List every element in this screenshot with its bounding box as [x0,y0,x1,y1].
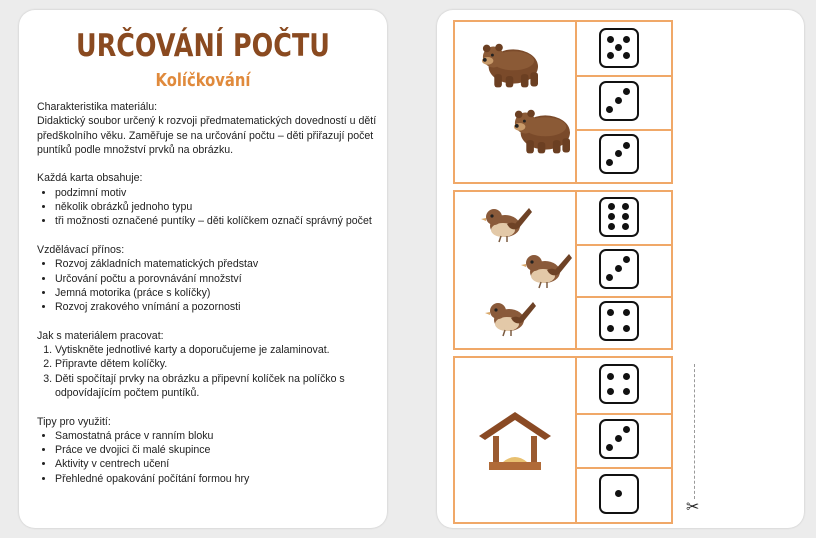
dice-dot [623,373,630,380]
list-item: 1. Vytiskněte jednotlivé karty a doporučujeme je zalaminovat. [55,343,379,357]
dice-4-icon [599,364,639,404]
dice-dot [608,213,615,220]
dice-dot [615,490,622,497]
dice-dot [606,159,613,166]
dice-4-icon [599,301,639,341]
dice-option[interactable] [577,358,671,415]
list-item: • tři možnosti označené puntíky – děti kolíčkem označí správný počet [55,214,379,228]
counting-card [453,20,673,184]
contents-heading: Každá karta obsahuje: [37,172,143,185]
list-item: • několik obrázků jednoho typu [55,200,379,214]
dice-dot [606,274,613,281]
description-text [37,100,379,486]
dice-1-icon [599,474,639,514]
dice-dot [623,309,630,316]
dice-dot [607,325,614,332]
bird-icon [455,192,575,348]
dice-dot [615,44,622,51]
dice-option[interactable] [577,413,671,470]
dice-dot [623,88,630,95]
cut-line [694,364,695,499]
bird-icon [485,302,536,336]
bear-icon [514,110,570,154]
card-picture [455,192,577,348]
card-picture [455,22,577,182]
dice-dot [622,213,629,220]
counting-card [453,356,673,524]
bird-icon [521,254,572,288]
birdhouse-icon [479,412,551,470]
dice-3-icon [599,81,639,121]
cards-panel [437,10,804,528]
dice-dot [607,309,614,316]
dice-option[interactable] [577,192,671,246]
list-item: • Jemná motorika (práce s kolíčky) [55,286,379,300]
list-item: • Určování počtu a porovnávání množství [55,272,379,286]
dice-3-icon [599,249,639,289]
dice-option[interactable] [577,129,671,182]
dice-dot [615,265,622,272]
list-item: • podzimní motiv [55,186,379,200]
counting-card [453,190,673,350]
dice-dot [623,256,630,263]
list-item: • Práce ve dvojici či malé skupince [55,443,379,457]
dice-dot [615,150,622,157]
list-item: • Samostatná práce v ranním bloku [55,429,379,443]
description-heading: Charakteristika materiálu: [37,101,158,113]
dice-dot [623,325,630,332]
list-item: • Aktivity v centrech učení [55,457,379,471]
card-picture [455,358,577,522]
list-item: • Přehledné opakování počítání formou hry [55,472,379,486]
info-panel [19,10,387,528]
dice-option[interactable] [577,244,671,298]
dice-dot [623,388,630,395]
dice-dot [606,106,613,113]
bird-icon [481,208,532,242]
dice-option[interactable] [577,75,671,130]
dice-dot [623,426,630,433]
dice-dot [623,142,630,149]
list-item: • Rozvoj základních matematických představ [55,257,379,271]
dice-dot [623,36,630,43]
list-item: 2. Připravte dětem kolíčky. [55,357,379,371]
contents-list [37,186,379,229]
dice-dot [622,203,629,210]
dice-option[interactable] [577,467,671,522]
dice-dot [608,203,615,210]
description-body: Didaktický soubor určený k rozvoji předmatematických dovedností u dětí předškolního věku. Zaměřuje se na určování počtu – děti přiřazují počet puntíků podle množství prvků na obrázku. [37,115,377,156]
bear-icon [482,44,538,88]
dice-dot [607,388,614,395]
dice-option[interactable] [577,296,671,348]
benefits-list [37,257,379,314]
page-subtitle: Kolíčkování [155,70,251,91]
benefits-heading: Vzdělávací přínos: [37,243,125,256]
dice-dot [607,36,614,43]
dice-dot [608,223,615,230]
list-item: 3. Děti spočítají prvky na obrázku a připevní kolíček na políčko s odpovídajícím počtem puntíků. [55,372,379,401]
tips-list [37,429,379,486]
dice-option[interactable] [577,22,671,77]
dice-5-icon [599,28,639,68]
dice-dot [623,52,630,59]
dice-6-icon [599,197,639,237]
dice-dot [607,373,614,380]
dice-3-icon [599,419,639,459]
page-title: URČOVÁNÍ POČTU [76,28,330,64]
howto-list [37,343,379,400]
list-item: • Rozvoj zrakového vnímání a pozornosti [55,300,379,314]
tips-heading: Tipy pro využití: [37,415,111,428]
dice-dot [607,52,614,59]
birdhouse-icon [455,358,575,522]
scissors-icon: ✂ [686,497,700,516]
dice-dot [606,444,613,451]
dice-dot [622,223,629,230]
dice-dot [615,97,622,104]
bear-icon [455,22,575,182]
dice-dot [615,435,622,442]
howto-heading: Jak s materiálem pracovat: [37,329,164,342]
dice-3-icon [599,134,639,174]
